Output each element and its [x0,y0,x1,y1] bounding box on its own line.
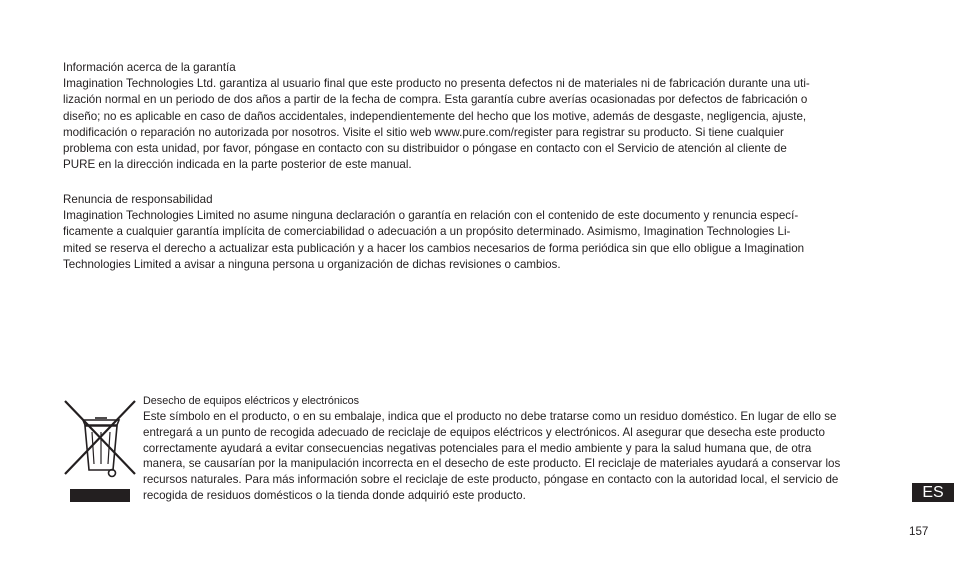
weee-line: entregará a un punto de recogida adecuado de reciclaje de equipos eléctricos y electrónicos. Al asegurar que desecha este producto [143,425,825,439]
weee-line: Este símbolo en el producto, o en su embalaje, indica que el producto no debe tratarse como un residuo doméstico. En lugar de ello se [143,410,837,423]
warranty-line: Imagination Technologies Ltd. garantiza al usuario final que este producto no presenta defectos ni de materiales ni de fabricación durante una uti- [63,77,810,91]
weee-line: recursos naturales. Para más información sobre el reciclaje de este producto, póngase en contacto con la autoridad local, el servicio de [143,473,839,487]
weee-section [143,394,933,504]
disclaimer-line: Technologies Limited a avisar a ninguna persona u organización de dichas revisiones o cambios. [63,257,561,271]
disclaimer-line: Imagination Technologies Limited no asume ninguna declaración o garantía en relación con el contenido de este documento y renuncia especí- [63,209,799,223]
page-number: 157 [909,525,929,538]
warranty-section [63,60,893,173]
warranty-line: modificación o reparación no autorizada por nosotros. Visite el sitio web www.pure.com/register para registrar su producto. Si tiene cualquier [63,125,784,139]
disclaimer-line: mited se reserva el derecho a actualizar esta publicación y a hacer los cambios necesarios de forma periódica sin que ello obligue a Imagination [63,241,805,255]
warranty-heading: Información acerca de la garantía [63,61,236,74]
disclaimer-heading: Renuncia de responsabilidad [63,193,213,206]
warranty-line: PURE en la dirección indicada en la parte posterior de este manual. [63,158,412,172]
disclaimer-section [63,192,893,273]
weee-heading: Desecho de equipos eléctricos y electrónicos [143,395,360,407]
weee-line: correctamente ayudará a evitar consecuencias negativas potenciales para el medio ambiente y para la salud humana que, de otra [143,441,812,455]
warranty-line: problema con esta unidad, por favor, póngase en contacto con su distribuidor o póngase en contacto con el Servicio de atención al cliente de [63,142,787,156]
disclaimer-line: ficamente a cualquier garantía implícita de comerciabilidad o adecuación a un propósito determinado. Asimismo, Imagination Technologies Li- [63,225,791,239]
crossed-out-wheelie-bin-icon [61,398,141,504]
warranty-line: diseño; no es aplicable en caso de daños accidentales, independientemente del hecho que los motive, además de desgaste, negligencia, ajuste, [63,109,807,123]
weee-line: recogida de residuos domésticos o la tienda donde adquirió este producto. [143,488,526,502]
weee-line: manera, se causarían por la manipulación incorrecta en el desecho de este producto. El reciclaje de materiales ayudará a conservar los [143,457,841,471]
warranty-line: lización normal en un periodo de dos años a partir de la fecha de compra. Esta garantía cubre averías ocasionadas por defectos de fabricación o [63,93,808,107]
language-tab: ES [912,483,954,502]
